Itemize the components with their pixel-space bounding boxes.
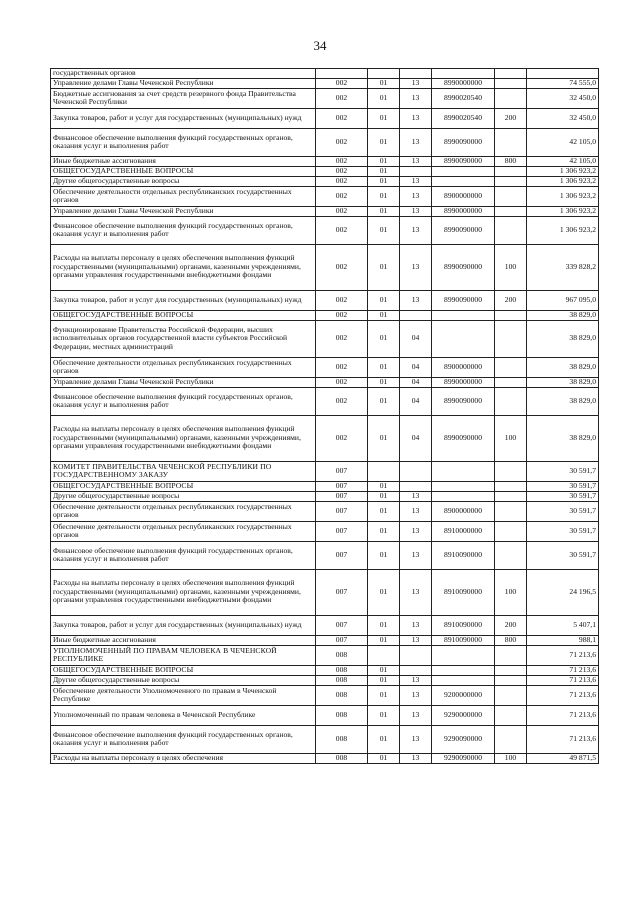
row-target-article: 8990020540 [432, 108, 495, 128]
row-section: 01 [368, 166, 400, 176]
table-row [51, 387, 599, 415]
row-subsection: 13 [400, 501, 432, 521]
row-target-article: 8900000000 [432, 501, 495, 521]
row-expense-type [495, 186, 527, 206]
table-row [51, 108, 599, 128]
row-expense-type: 100 [495, 415, 527, 461]
row-subsection: 13 [400, 128, 432, 156]
row-ministry-code: 002 [316, 244, 368, 290]
row-target-article [432, 176, 495, 186]
table-row [51, 491, 599, 501]
row-target-article: 9290000000 [432, 705, 495, 725]
row-target-article: 8990090000 [432, 128, 495, 156]
row-target-article: 9200000000 [432, 685, 495, 705]
row-expense-type: 200 [495, 615, 527, 635]
row-target-article: 8990090000 [432, 387, 495, 415]
row-section: 01 [368, 320, 400, 357]
row-name: Другие общегосударственные вопросы [51, 491, 316, 501]
row-ministry-code: 002 [316, 290, 368, 310]
row-section: 01 [368, 725, 400, 753]
row-section: 01 [368, 521, 400, 541]
table-row [51, 69, 599, 79]
row-section: 01 [368, 244, 400, 290]
row-section: 01 [368, 415, 400, 461]
row-subsection: 13 [400, 206, 432, 216]
row-ministry-code: 002 [316, 310, 368, 320]
row-target-article [432, 675, 495, 685]
row-amount: 71 213,6 [527, 645, 599, 665]
table-row [51, 310, 599, 320]
row-target-article: 8990000000 [432, 377, 495, 387]
row-name: Расходы на выплаты персоналу в целях обеспечения выполнения функций государственными (муниципальными) органами, казенными учреждениями, органами управления государственными внебюджетными фондами [51, 415, 316, 461]
table-row [51, 216, 599, 244]
row-amount: 71 213,6 [527, 685, 599, 705]
row-name: Финансовое обеспечение выполнения функций государственных органов, оказания услуг и выполнения работ [51, 216, 316, 244]
row-expense-type [495, 78, 527, 88]
row-target-article: 8990090000 [432, 415, 495, 461]
row-ministry-code: 008 [316, 705, 368, 725]
table-row [51, 290, 599, 310]
row-amount: 38 829,0 [527, 387, 599, 415]
row-expense-type [495, 88, 527, 108]
row-ministry-code: 008 [316, 685, 368, 705]
row-amount: 38 829,0 [527, 377, 599, 387]
row-ministry-code: 002 [316, 108, 368, 128]
row-name: Другие общегосударственные вопросы [51, 675, 316, 685]
row-amount: 49 871,5 [527, 753, 599, 763]
row-expense-type [495, 216, 527, 244]
row-subsection: 13 [400, 290, 432, 310]
row-expense-type [495, 357, 527, 377]
row-name: Управление делами Главы Чеченской Республики [51, 377, 316, 387]
table-row [51, 156, 599, 166]
table-row [51, 675, 599, 685]
row-target-article [432, 310, 495, 320]
row-name: Управление делами Главы Чеченской Республики [51, 206, 316, 216]
row-name: Финансовое обеспечение выполнения функций государственных органов, оказания услуг и выполнения работ [51, 725, 316, 753]
row-amount: 42 105,0 [527, 156, 599, 166]
table-row [51, 415, 599, 461]
row-expense-type [495, 501, 527, 521]
row-ministry-code: 002 [316, 186, 368, 206]
row-subsection: 13 [400, 491, 432, 501]
row-ministry-code: 002 [316, 156, 368, 166]
table-row [51, 481, 599, 491]
row-expense-type: 800 [495, 635, 527, 645]
row-section: 01 [368, 128, 400, 156]
row-name: Иные бюджетные ассигнования [51, 156, 316, 166]
row-expense-type [495, 685, 527, 705]
row-target-article: 8900000000 [432, 357, 495, 377]
table-row [51, 320, 599, 357]
row-name: Обеспечение деятельности отдельных республиканских государственных органов [51, 501, 316, 521]
row-name: Бюджетные ассигнования за счет средств резервного фонда Правительства Чеченской Республики [51, 88, 316, 108]
row-expense-type [495, 541, 527, 569]
row-amount: 71 213,6 [527, 665, 599, 675]
row-expense-type [495, 461, 527, 481]
row-amount: 32 450,0 [527, 108, 599, 128]
row-expense-type [495, 69, 527, 79]
row-section: 01 [368, 753, 400, 763]
row-target-article: 8990090000 [432, 244, 495, 290]
row-target-article [432, 69, 495, 79]
row-target-article: 8910090000 [432, 615, 495, 635]
row-expense-type [495, 491, 527, 501]
row-amount: 1 306 923,2 [527, 176, 599, 186]
row-ministry-code: 007 [316, 521, 368, 541]
row-ministry-code: 007 [316, 541, 368, 569]
row-ministry-code: 002 [316, 377, 368, 387]
table-row [51, 206, 599, 216]
row-name: ОБЩЕГОСУДАРСТВЕННЫЕ ВОПРОСЫ [51, 481, 316, 491]
row-ministry-code: 008 [316, 725, 368, 753]
row-ministry-code: 007 [316, 615, 368, 635]
table-row [51, 645, 599, 665]
table-row [51, 501, 599, 521]
row-subsection: 13 [400, 675, 432, 685]
row-section: 01 [368, 541, 400, 569]
row-ministry-code: 002 [316, 128, 368, 156]
row-subsection [400, 69, 432, 79]
row-amount: 24 196,5 [527, 569, 599, 615]
row-section: 01 [368, 665, 400, 675]
table-row [51, 635, 599, 645]
row-target-article: 8990090000 [432, 216, 495, 244]
row-ministry-code: 007 [316, 635, 368, 645]
row-expense-type [495, 675, 527, 685]
row-section: 01 [368, 108, 400, 128]
row-amount: 5 407,1 [527, 615, 599, 635]
row-ministry-code: 002 [316, 166, 368, 176]
row-ministry-code: 002 [316, 415, 368, 461]
row-subsection: 04 [400, 357, 432, 377]
row-subsection: 13 [400, 88, 432, 108]
row-name: государственных органов [51, 69, 316, 79]
row-amount: 30 591,7 [527, 461, 599, 481]
row-name: ОБЩЕГОСУДАРСТВЕННЫЕ ВОПРОСЫ [51, 166, 316, 176]
table-row [51, 665, 599, 675]
row-section: 01 [368, 481, 400, 491]
row-amount: 38 829,0 [527, 320, 599, 357]
row-amount: 1 306 923,2 [527, 186, 599, 206]
row-name: Закупка товаров, работ и услуг для государственных (муниципальных) нужд [51, 108, 316, 128]
row-target-article: 8900000000 [432, 186, 495, 206]
row-subsection: 13 [400, 108, 432, 128]
budget-table [50, 68, 599, 764]
row-name: Закупка товаров, работ и услуг для государственных (муниципальных) нужд [51, 615, 316, 635]
table-row [51, 615, 599, 635]
row-ministry-code: 008 [316, 675, 368, 685]
table-row [51, 461, 599, 481]
row-ministry-code: 002 [316, 357, 368, 377]
row-expense-type [495, 176, 527, 186]
row-name: Функционирование Правительства Российской Федерации, высших исполнительных органов государственной власти субъектов Российской Федерации, местных администраций [51, 320, 316, 357]
row-subsection: 13 [400, 216, 432, 244]
row-subsection [400, 665, 432, 675]
row-amount: 1 306 923,2 [527, 206, 599, 216]
row-target-article [432, 481, 495, 491]
row-name: Обеспечение деятельности отдельных республиканских государственных органов [51, 521, 316, 541]
table-row [51, 186, 599, 206]
row-expense-type [495, 665, 527, 675]
row-subsection [400, 461, 432, 481]
row-section: 01 [368, 569, 400, 615]
row-name: Финансовое обеспечение выполнения функций государственных органов, оказания услуг и выполнения работ [51, 541, 316, 569]
table-row [51, 176, 599, 186]
row-expense-type: 100 [495, 753, 527, 763]
row-ministry-code [316, 69, 368, 79]
row-subsection: 13 [400, 725, 432, 753]
table-row [51, 753, 599, 763]
row-ministry-code: 002 [316, 320, 368, 357]
row-target-article [432, 166, 495, 176]
table-row [51, 705, 599, 725]
table-row [51, 521, 599, 541]
row-ministry-code: 002 [316, 216, 368, 244]
row-target-article: 8910000000 [432, 521, 495, 541]
row-name: Обеспечение деятельности отдельных республиканских государственных органов [51, 357, 316, 377]
row-subsection: 04 [400, 377, 432, 387]
table-row [51, 128, 599, 156]
row-section: 01 [368, 156, 400, 166]
row-target-article [432, 665, 495, 675]
row-ministry-code: 007 [316, 491, 368, 501]
row-ministry-code: 007 [316, 481, 368, 491]
row-ministry-code: 002 [316, 387, 368, 415]
row-expense-type [495, 206, 527, 216]
row-expense-type: 200 [495, 108, 527, 128]
row-subsection: 13 [400, 685, 432, 705]
row-section: 01 [368, 186, 400, 206]
row-amount: 1 306 923,2 [527, 216, 599, 244]
row-name: Иные бюджетные ассигнования [51, 635, 316, 645]
row-expense-type [495, 481, 527, 491]
table-body [51, 69, 599, 764]
row-target-article [432, 320, 495, 357]
row-target-article: 8990020540 [432, 88, 495, 108]
row-name: Обеспечение деятельности Уполномоченного по правам в Чеченской Республике [51, 685, 316, 705]
row-section: 01 [368, 387, 400, 415]
table-row [51, 725, 599, 753]
row-subsection: 13 [400, 176, 432, 186]
row-name: Расходы на выплаты персоналу в целях обеспечения выполнения функций государственными (муниципальными) органами, казенными учреждениями, органами управления государственными внебюджетными фондами [51, 569, 316, 615]
row-name: Обеспечение деятельности отдельных республиканских государственных органов [51, 186, 316, 206]
row-section [368, 461, 400, 481]
row-section: 01 [368, 357, 400, 377]
row-section [368, 645, 400, 665]
row-amount: 38 829,0 [527, 415, 599, 461]
row-subsection [400, 645, 432, 665]
row-expense-type [495, 166, 527, 176]
row-name: Управление делами Главы Чеченской Республики [51, 78, 316, 88]
row-target-article [432, 491, 495, 501]
row-section [368, 69, 400, 79]
row-subsection: 04 [400, 415, 432, 461]
row-amount: 30 591,7 [527, 541, 599, 569]
row-ministry-code: 008 [316, 753, 368, 763]
row-subsection: 13 [400, 569, 432, 615]
row-target-article: 8990090000 [432, 156, 495, 166]
row-expense-type: 100 [495, 244, 527, 290]
row-name: ОБЩЕГОСУДАРСТВЕННЫЕ ВОПРОСЫ [51, 665, 316, 675]
table-row [51, 357, 599, 377]
row-target-article [432, 645, 495, 665]
row-expense-type [495, 128, 527, 156]
row-section: 01 [368, 310, 400, 320]
row-subsection: 13 [400, 615, 432, 635]
row-section: 01 [368, 501, 400, 521]
row-amount: 30 591,7 [527, 521, 599, 541]
row-amount: 30 591,7 [527, 491, 599, 501]
row-target-article: 9290090000 [432, 753, 495, 763]
row-subsection: 13 [400, 521, 432, 541]
row-expense-type: 800 [495, 156, 527, 166]
row-section: 01 [368, 88, 400, 108]
row-amount: 30 591,7 [527, 501, 599, 521]
row-amount: 38 829,0 [527, 357, 599, 377]
row-ministry-code: 008 [316, 645, 368, 665]
row-amount: 339 828,2 [527, 244, 599, 290]
row-expense-type [495, 320, 527, 357]
row-section: 01 [368, 705, 400, 725]
row-target-article: 8910090000 [432, 541, 495, 569]
row-section: 01 [368, 176, 400, 186]
row-subsection: 13 [400, 78, 432, 88]
row-expense-type [495, 521, 527, 541]
row-ministry-code: 002 [316, 88, 368, 108]
table-row [51, 541, 599, 569]
row-amount: 71 213,6 [527, 725, 599, 753]
row-subsection [400, 310, 432, 320]
table-row [51, 88, 599, 108]
row-amount: 32 450,0 [527, 88, 599, 108]
row-subsection: 13 [400, 244, 432, 290]
table-row [51, 377, 599, 387]
row-subsection: 04 [400, 387, 432, 415]
row-name: УПОЛНОМОЧЕННЫЙ ПО ПРАВАМ ЧЕЛОВЕКА В ЧЕЧЕНСКОЙ РЕСПУБЛИКЕ [51, 645, 316, 665]
row-amount: 988,1 [527, 635, 599, 645]
row-subsection: 13 [400, 541, 432, 569]
row-subsection: 04 [400, 320, 432, 357]
row-expense-type [495, 645, 527, 665]
page-number: 34 [313, 38, 327, 53]
row-section: 01 [368, 675, 400, 685]
row-amount [527, 69, 599, 79]
row-expense-type: 200 [495, 290, 527, 310]
row-amount: 71 213,6 [527, 675, 599, 685]
row-name: Финансовое обеспечение выполнения функций государственных органов, оказания услуг и выполнения работ [51, 387, 316, 415]
row-target-article: 8910090000 [432, 569, 495, 615]
row-target-article: 8990090000 [432, 290, 495, 310]
row-amount: 71 213,6 [527, 705, 599, 725]
row-name: КОМИТЕТ ПРАВИТЕЛЬСТВА ЧЕЧЕНСКОЙ РЕСПУБЛИКИ ПО ГОСУДАРСТВЕННОМУ ЗАКАЗУ [51, 461, 316, 481]
row-amount: 1 306 923,2 [527, 166, 599, 176]
row-expense-type [495, 377, 527, 387]
row-section: 01 [368, 78, 400, 88]
row-section: 01 [368, 216, 400, 244]
row-section: 01 [368, 615, 400, 635]
row-section: 01 [368, 206, 400, 216]
row-section: 01 [368, 685, 400, 705]
row-expense-type [495, 725, 527, 753]
row-name: Финансовое обеспечение выполнения функций государственных органов, оказания услуг и выполнения работ [51, 128, 316, 156]
row-subsection: 13 [400, 753, 432, 763]
row-name: Расходы на выплаты персоналу в целях обеспечения [51, 753, 316, 763]
row-name: Закупка товаров, работ и услуг для государственных (муниципальных) нужд [51, 290, 316, 310]
row-section: 01 [368, 635, 400, 645]
row-subsection [400, 166, 432, 176]
table-row [51, 569, 599, 615]
row-section: 01 [368, 290, 400, 310]
row-ministry-code: 008 [316, 665, 368, 675]
row-ministry-code: 007 [316, 569, 368, 615]
row-subsection: 13 [400, 156, 432, 166]
row-section: 01 [368, 491, 400, 501]
row-expense-type [495, 387, 527, 415]
table-row [51, 166, 599, 176]
row-target-article: 8990000000 [432, 78, 495, 88]
row-ministry-code: 007 [316, 501, 368, 521]
row-target-article: 9290090000 [432, 725, 495, 753]
row-name: Другие общегосударственные вопросы [51, 176, 316, 186]
row-name: Уполномоченный по правам человека в Чеченской Республике [51, 705, 316, 725]
row-target-article [432, 461, 495, 481]
row-section: 01 [368, 377, 400, 387]
row-ministry-code: 002 [316, 206, 368, 216]
row-amount: 967 095,0 [527, 290, 599, 310]
row-expense-type [495, 705, 527, 725]
row-name: Расходы на выплаты персоналу в целях обеспечения выполнения функций государственными (муниципальными) органами, казенными учреждениями, органами управления государственными внебюджетными фондами [51, 244, 316, 290]
row-expense-type [495, 310, 527, 320]
row-name: ОБЩЕГОСУДАРСТВЕННЫЕ ВОПРОСЫ [51, 310, 316, 320]
table-row [51, 78, 599, 88]
row-subsection [400, 481, 432, 491]
row-ministry-code: 007 [316, 461, 368, 481]
row-amount: 42 105,0 [527, 128, 599, 156]
row-subsection: 13 [400, 186, 432, 206]
row-amount: 30 591,7 [527, 481, 599, 491]
row-subsection: 13 [400, 635, 432, 645]
row-subsection: 13 [400, 705, 432, 725]
row-ministry-code: 002 [316, 78, 368, 88]
table-row [51, 685, 599, 705]
row-ministry-code: 002 [316, 176, 368, 186]
row-amount: 38 829,0 [527, 310, 599, 320]
row-target-article: 8910090000 [432, 635, 495, 645]
row-amount: 74 555,0 [527, 78, 599, 88]
table-row [51, 244, 599, 290]
row-expense-type: 100 [495, 569, 527, 615]
row-target-article: 8990000000 [432, 206, 495, 216]
